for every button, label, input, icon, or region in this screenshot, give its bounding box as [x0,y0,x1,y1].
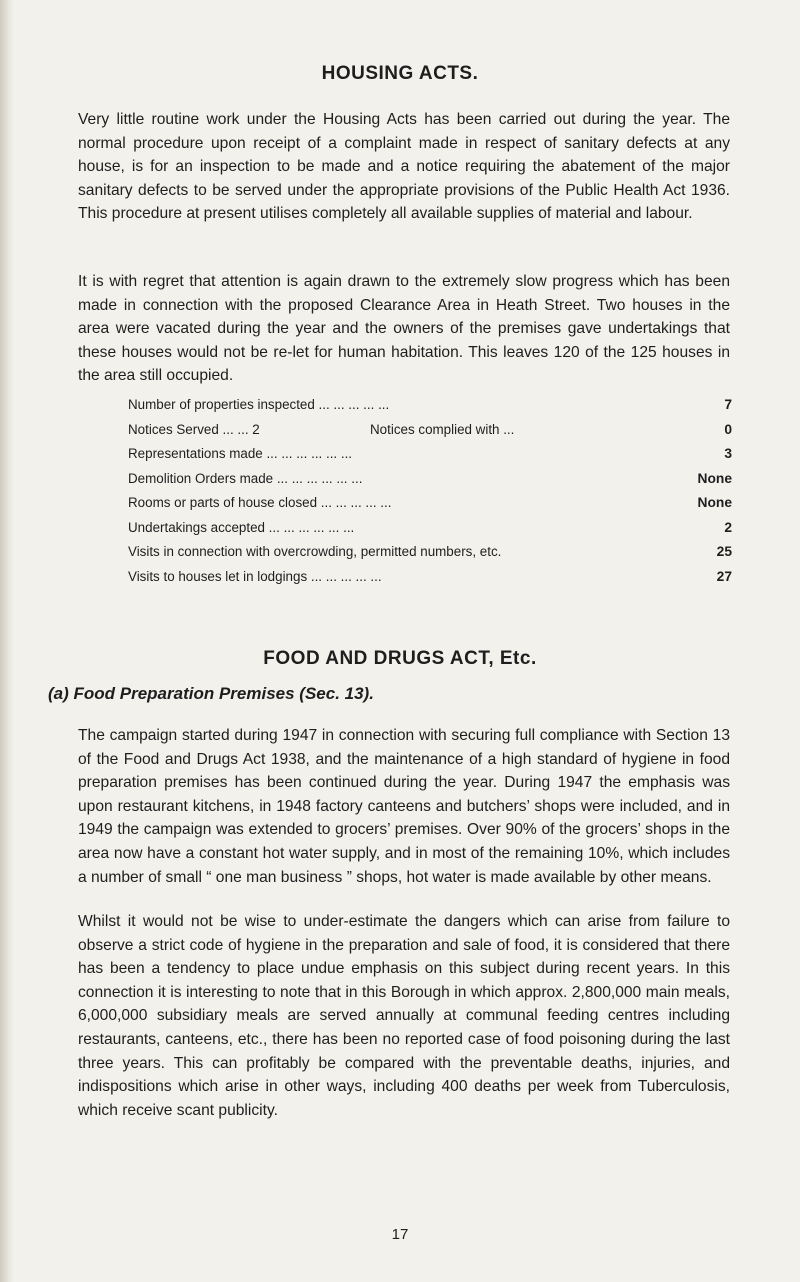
row-label: Visits to houses let in lodgings ... ... ... ... ... [128,568,382,584]
row-value: None [697,470,732,486]
food-premises-subheading: (a) Food Preparation Premises (Sec. 13). [48,684,374,703]
row-value: 27 [716,568,732,584]
row-value: 25 [716,544,732,559]
row-label: Notices Served ... ... 2 [128,421,260,437]
table-row [128,467,732,492]
table-row [128,565,732,590]
food-drugs-heading: FOOD AND DRUGS ACT, Etc. [263,648,537,669]
row-value: 3 [724,446,732,461]
table-row [128,491,732,516]
row-label: Demolition Orders made ... ... ... ... ... ... [128,470,363,486]
page-number: 17 [391,1226,409,1243]
housing-statistics-table [128,393,732,589]
table-row [128,418,732,443]
table-row [128,442,732,467]
row-label: Undertakings accepted ... ... ... ... ... ... [128,519,355,535]
food-paragraph-1: The campaign started during 1947 in connection with securing full compliance with Section 13 of the Food and Drugs Act 1938, and the maintenance of a high standard of hygiene in food preparation premises has been continued during the year. During 1947 the emphasis was upon restaurant kitchens, in 1948 factory canteens and butchers’ shops were included, and in 1949 the campaign was extended to grocers’ premises. Over 90% of the grocers’ shops in the area now have a constant hot water supply, and in most of the remaining 10%, which includes a number of small “ one man business ” shops, hot water is made available by other means. [78,727,730,886]
food-paragraph-2: Whilst it would not be wise to under-estimate the dangers which can arise from failure to observe a strict code of hygiene in the preparation and sale of food, it is considered that there has been a tendency to place undue emphasis on this subject during recent years. In this connection it is interesting to note that in this Borough in which approx. 2,800,000 main meals, 6,000,000 subsidiary meals are served annually at communal feeding centres including restaurants, canteens, etc., there has been no reported case of food poisoning during the last three years. This can profitably be compared with the preventable deaths, injuries, and indispositions which arise in other ways, including 400 deaths per week from Tuberculosis, which receive scant publicity. [78,913,730,1119]
housing-paragraph-1: Very little routine work under the Housing Acts has been carried out during the year. The normal procedure upon receipt of a complaint made in respect of sanitary defects at any house, is for an inspection to be made and a notice requiring the abatement of the major sanitary defects to be served under the appropriate provisions of the Public Health Act 1936. This procedure at present utilises completely all available supplies of material and labour. [78,111,730,223]
row-label: Number of properties inspected ... ... ... ... ... [128,397,390,412]
table-row [128,540,732,565]
row-value: 7 [724,397,732,412]
table-row [128,516,732,541]
table-row [128,393,732,418]
row-value: 2 [724,519,732,535]
housing-acts-heading: HOUSING ACTS. [321,63,479,84]
page-binding-shadow [0,0,14,1282]
row-sublabel: Notices complied with ... [370,421,515,437]
row-label: Rooms or parts of house closed ... ... ... ... ... [128,495,392,510]
row-label: Visits in connection with overcrowding, permitted numbers, etc. [128,544,502,559]
housing-paragraph-2: It is with regret that attention is again drawn to the extremely slow progress which has been made in connection with the proposed Clearance Area in Heath Street. Two houses in the area were vacated during the year and the owners of the premises gave undertakings that these houses would not be re-let for human habitation. This leaves 120 of the 125 houses in the area still occupied. [78,273,730,385]
row-label: Representations made ... ... ... ... ... ... [128,446,353,461]
row-value: None [697,495,732,510]
row-value: 0 [724,421,732,437]
